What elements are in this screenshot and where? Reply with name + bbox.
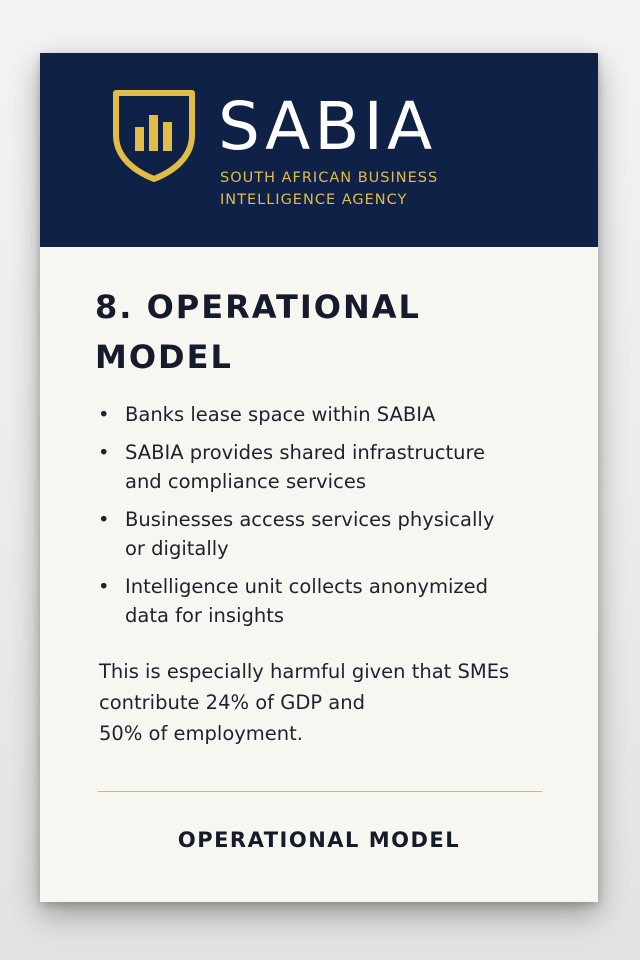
bullet-text: SABIA provides shared infrastructure <box>125 440 486 464</box>
bullet-text: or digitally <box>125 537 229 560</box>
bullet-dot-icon: • <box>98 403 110 426</box>
bullet-text: Intelligence unit collects anonymized <box>125 574 489 598</box>
shield-bar-chart-icon <box>112 89 196 183</box>
brand-subtitle-line: SOUTH AFRICAN BUSINESS <box>220 170 439 186</box>
bullet-dot-icon: • <box>98 440 110 464</box>
bullet-item <box>98 505 568 564</box>
bullet-text: and compliance services <box>125 470 366 493</box>
bullet-text: Businesses access services physically <box>125 507 495 531</box>
paragraph-line: 50% of employment. <box>99 722 303 745</box>
paragraph-line: This is especially harmful given that SMEs <box>99 660 510 683</box>
bullet-dot-icon: • <box>98 574 110 598</box>
bullet-dot-icon: • <box>98 507 110 531</box>
section-title-line: MODEL <box>95 338 233 376</box>
bullet-text: Banks lease space within SABIA <box>125 403 436 426</box>
section-title-line: 8. OPERATIONAL <box>95 288 421 326</box>
gold-divider <box>98 791 542 792</box>
header-banner <box>40 53 598 247</box>
bullet-text: data for insights <box>125 604 285 627</box>
brand-name: SABIA <box>218 88 437 165</box>
brand-subtitle-line: INTELLIGENCE AGENCY <box>220 192 408 208</box>
slide-card <box>40 53 598 902</box>
body-paragraph <box>99 656 569 749</box>
bullet-item <box>98 572 568 631</box>
brand-subtitle <box>220 167 438 211</box>
bullet-list <box>98 400 568 639</box>
footer-label: OPERATIONAL MODEL <box>177 828 461 852</box>
bullet-item <box>98 400 568 430</box>
bullet-item <box>98 438 568 497</box>
paragraph-line: contribute 24% of GDP and <box>99 691 365 714</box>
section-title <box>95 282 421 382</box>
